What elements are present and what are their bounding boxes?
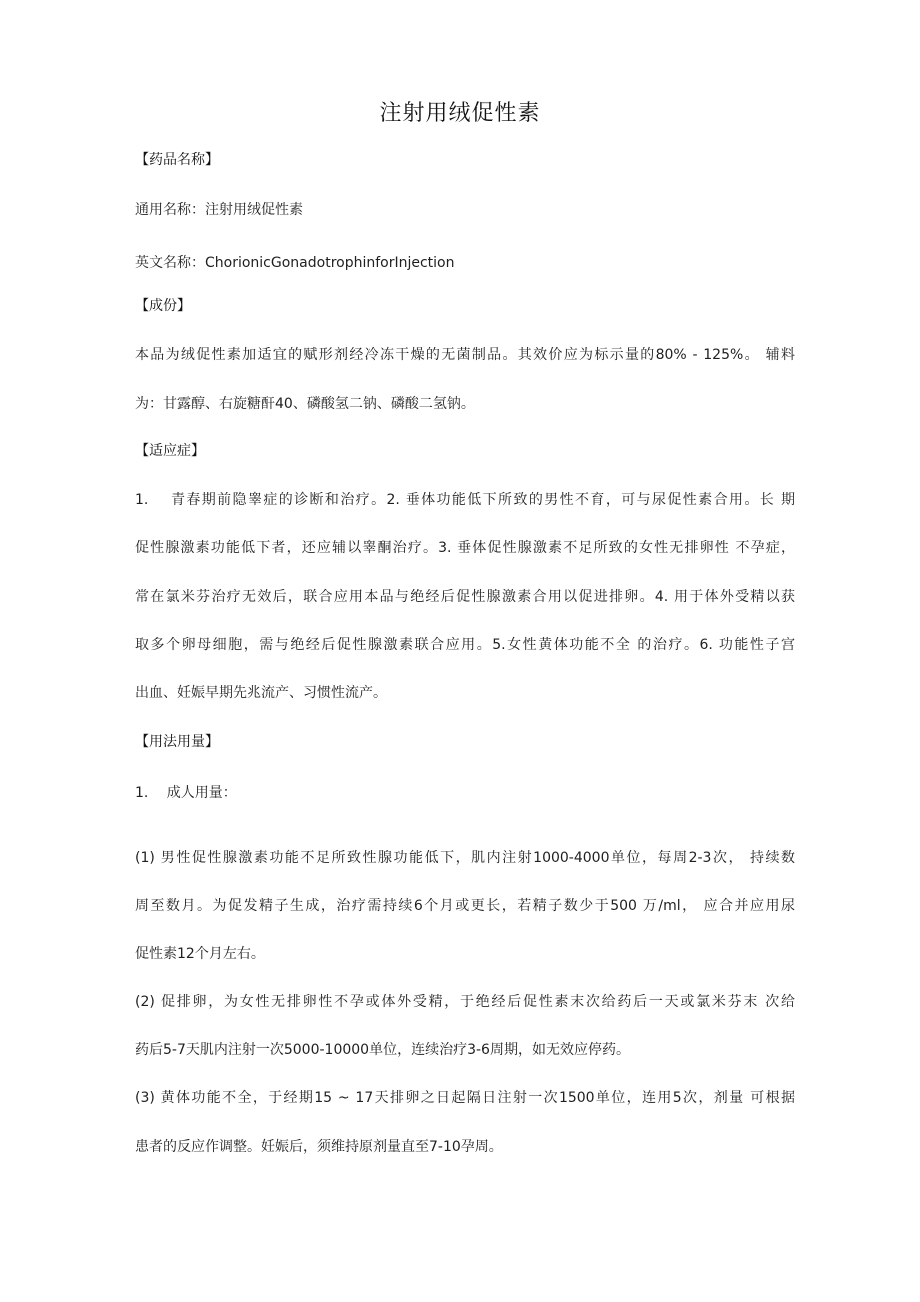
section-heading-dosage: 【用法用量】 [135, 734, 219, 750]
indications-line: 出血、妊娠早期先兆流产、习惯性流产。 [135, 685, 387, 701]
ingredients-line: 为：甘露醇、右旋糖酐40、磷酸氢二钠、磷酸二氢钠。 [135, 396, 475, 412]
dosage-item-3-line: (3) 黄体功能不全，于经期15 ~ 17天排卵之日起隔日注射一次1500单位，连用5次，剂量 可根据 [135, 1090, 795, 1106]
indications-line: 常在氯米芬治疗无效后，联合应用本品与绝经后促性腺激素合用以促进排卵。4. 用于体外受精以获 [135, 589, 795, 605]
section-heading-drug-name: 【药品名称】 [135, 152, 219, 168]
dosage-item-3-line: 患者的反应作调整。妊娠后，须维持原剂量直至7-10孕周。 [135, 1139, 503, 1155]
dosage-item-2-line: (2) 促排卵，为女性无排卵性不孕或体外受精，于绝经后促性素末次给药后一天或氯米芬末 次给 [135, 994, 795, 1010]
dosage-item-2-line: 药后5-7天肌内注射一次5000-10000单位，连续治疗3-6周期，如无效应停药。 [135, 1042, 630, 1058]
indications-line: 1. 青春期前隐睾症的诊断和治疗。2. 垂体功能低下所致的男性不育，可与尿促性素合用。长 期 [135, 492, 795, 508]
dosage-item-1-line: 促性素12个月左右。 [135, 946, 265, 962]
generic-name: 通用名称：注射用绒促性素 [135, 202, 303, 218]
section-heading-indications: 【适应症】 [135, 443, 205, 459]
ingredients-line: 本品为绒促性素加适宜的赋形剂经冷冻干燥的无菌制品。其效价应为标示量的80% - 125%。 辅料 [135, 347, 795, 363]
indications-line: 取多个卵母细胞，需与绝经后促性腺激素联合应用。5.女性黄体功能不全 的治疗。6. 功能性子宫 [135, 637, 795, 653]
adult-dosage-heading: 1. 成人用量： [135, 785, 237, 801]
section-heading-ingredients: 【成份】 [135, 298, 191, 314]
document-title: 注射用绒促性素 [379, 101, 541, 126]
indications-line: 促性腺激素功能低下者，还应辅以睾酮治疗。3. 垂体促性腺激素不足所致的女性无排卵性 不孕症， [135, 540, 795, 556]
dosage-item-1-line: 周至数月。为促发精子生成，治疗需持续6个月或更长，若精子数少于500 万/ml， 应合并应用尿 [135, 898, 795, 914]
english-name: 英文名称：ChorionicGonadotrophinforInjection [135, 255, 455, 271]
dosage-item-1-line: (1) 男性促性腺激素功能不足所致性腺功能低下，肌内注射1000-4000单位，每周2-3次， 持续数 [135, 850, 795, 866]
